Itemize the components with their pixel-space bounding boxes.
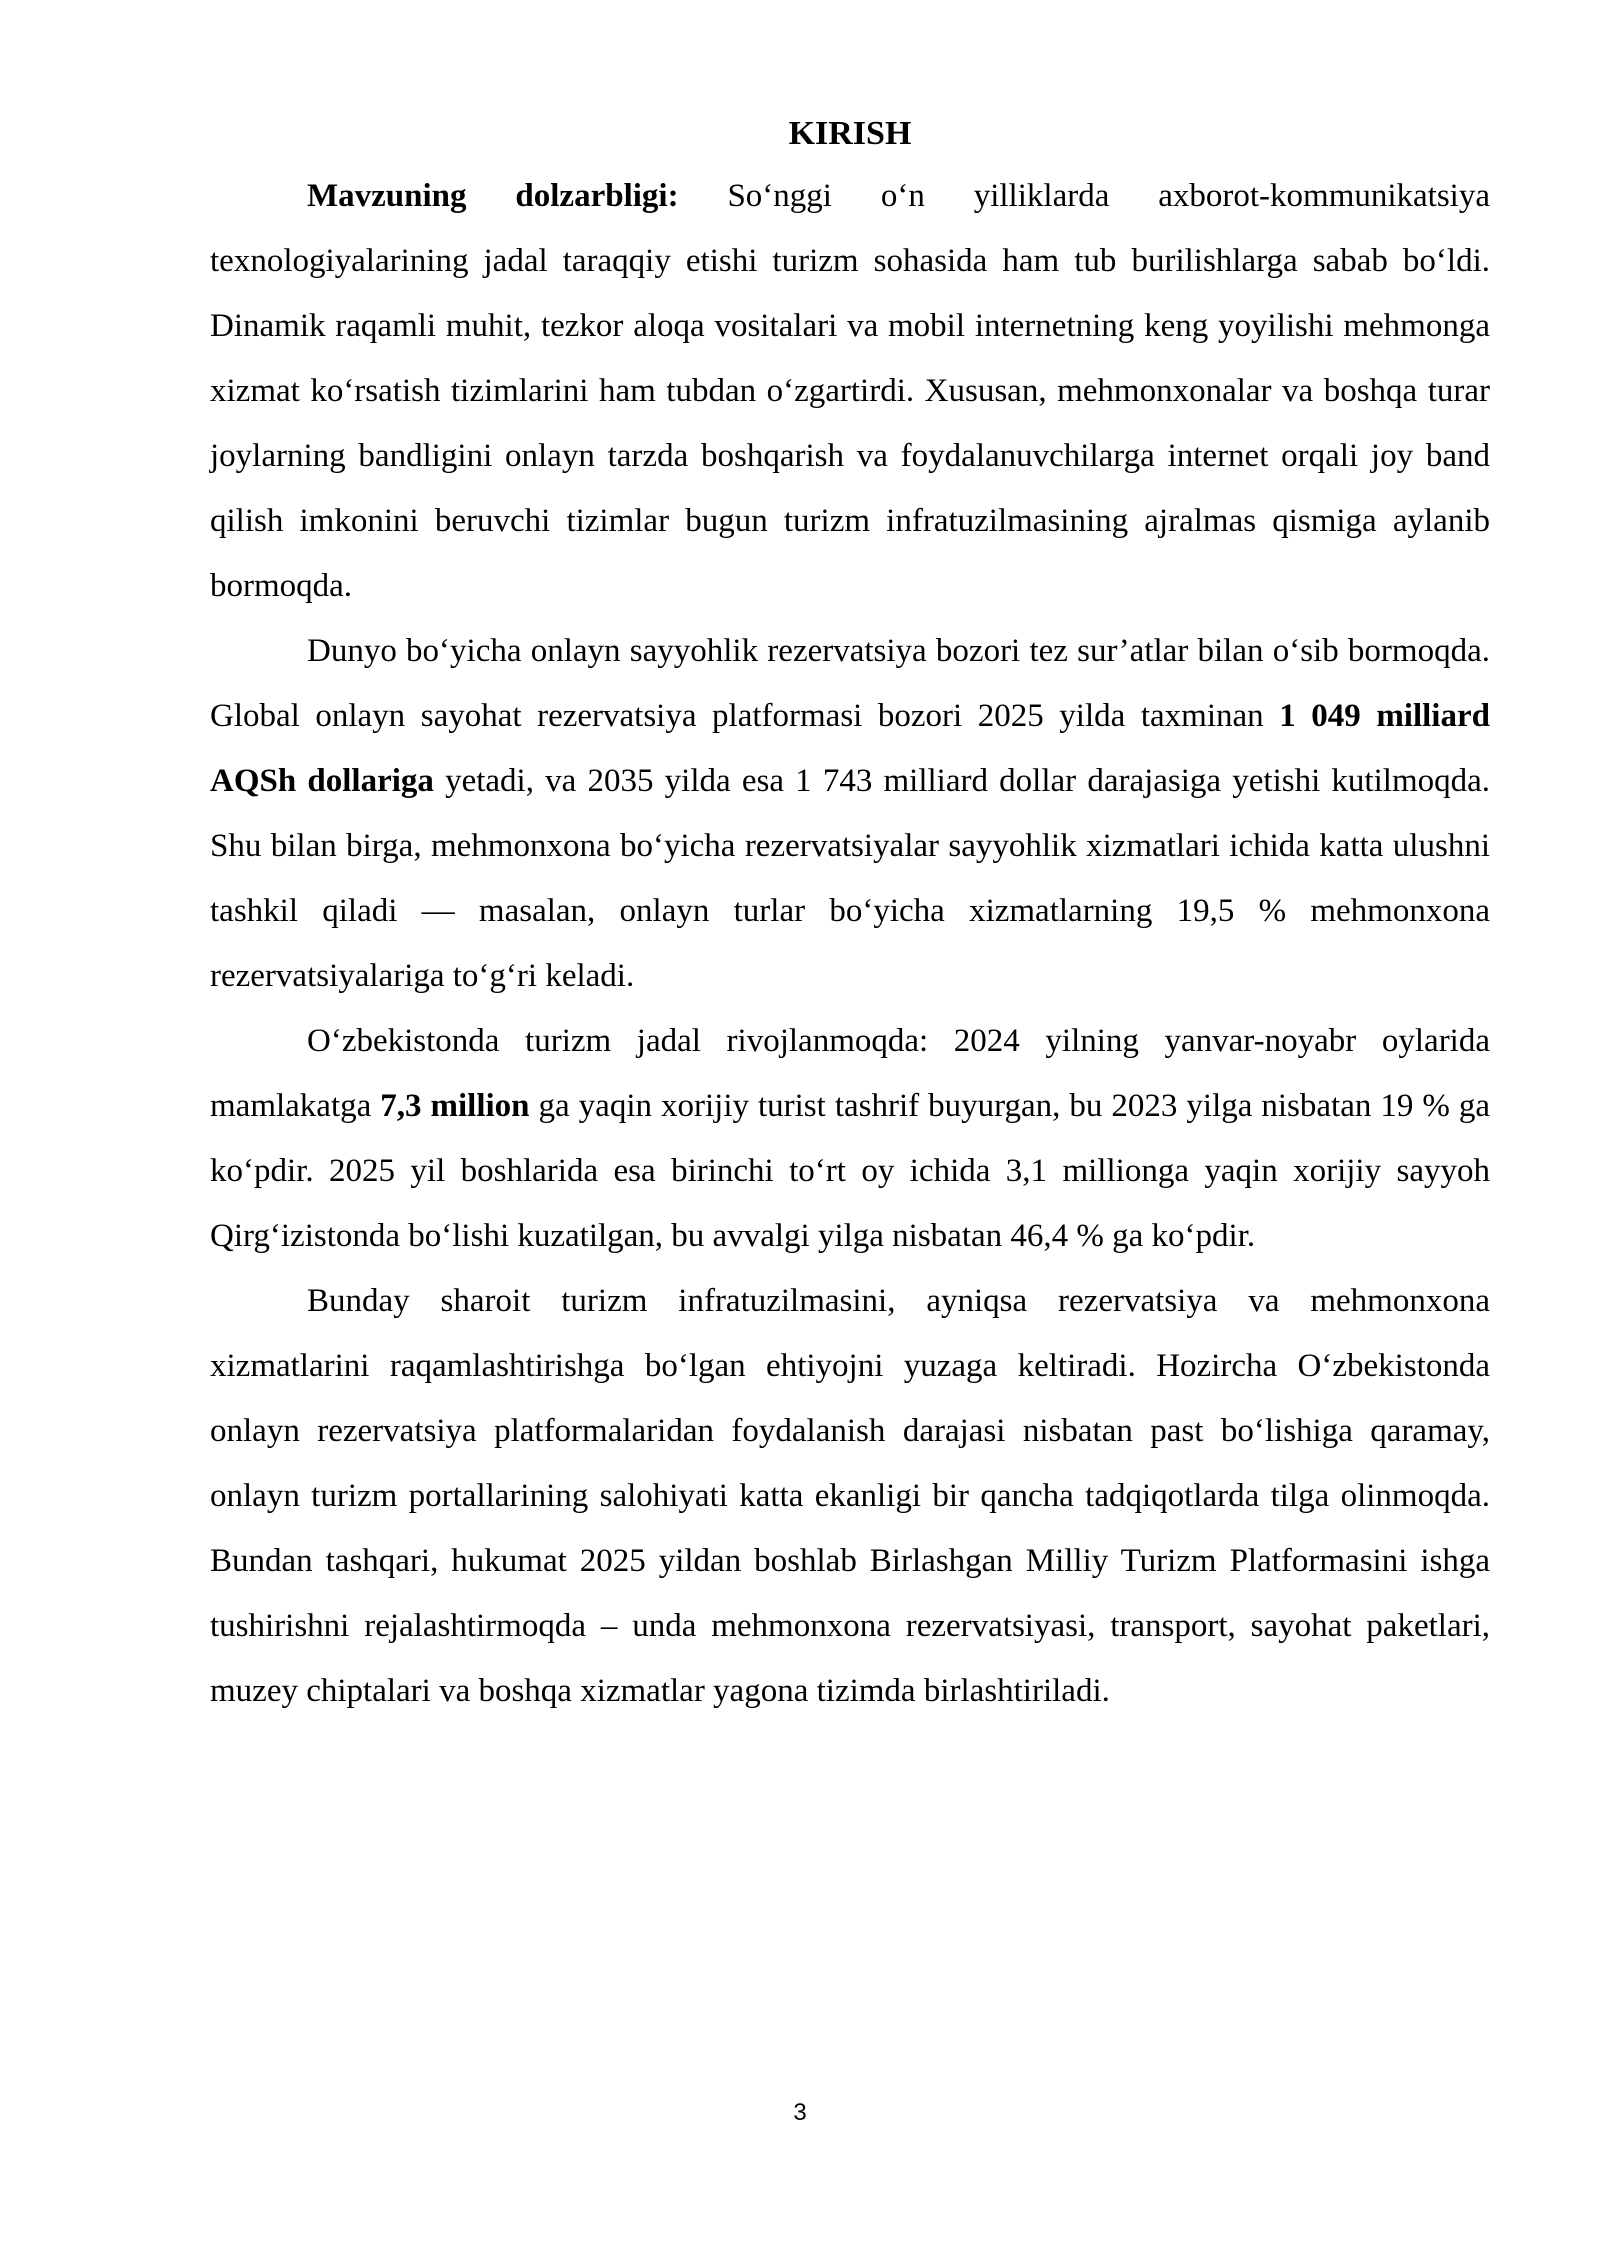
- paragraph-text: O‘zbekistonda turizm jadal rivojlanmoqda: 2024 yilning yanvar-noyabr oylarida mamlakatga: [210, 1023, 1490, 1124]
- section-heading: KIRISH: [788, 115, 912, 152]
- paragraph-text: Dunyo bo‘yicha onlayn sayyohlik rezervatsiya bozori tez sur’atlar bilan o‘sib bormoqda. Global onlayn sayohat rezervatsiya platformasi bozori 2025 yilda taxminan: [210, 633, 1490, 734]
- paragraph-global-market: [210, 619, 1490, 1009]
- page-body: [210, 112, 1490, 1724]
- paragraph-text: yetadi, va 2035 yilda esa 1 743 milliard dollar darajasiga yetishi kutilmoqda. Shu bilan birga, mehmonxona bo‘yicha rezervatsiyalar sayyohlik xizmatlari ichida katta ulushni tashkil qiladi — masalan, onlayn turlar bo‘yicha xizmatlarning 19,5 % mehmonxona rezervatsiyalariga to‘g‘ri keladi.: [210, 763, 1491, 994]
- paragraph-bold-figure: 1 049 milliard AQSh dollariga: [210, 698, 1490, 799]
- paragraph-relevance: [210, 164, 1490, 619]
- paragraph-lead-bold: Mavzuning dolzarbligi:: [307, 178, 679, 214]
- page-number: 3: [793, 2099, 807, 2126]
- paragraph-bold-figure: 7,3 million: [380, 1088, 530, 1124]
- paragraph-text: Bunday sharoit turizm infratuzilmasini, ayniqsa rezervatsiya va mehmonxona xizmatlarini raqamlashtirishga bo‘lgan ehtiyojni yuzaga keltiradi. Hozircha O‘zbekistonda onlayn rezervatsiya platformalaridan foydalanish darajasi nisbatan past bo‘lishiga qaramay, onlayn turizm portallarining salohiyati katta ekanligi bir qancha tadqiqotlarda tilga olinmoqda. Bundan tashqari, hukumat 2025 yildan boshlab Birlashgan Milliy Turizm Platformasini ishga tushirishni rejalashtirmoqda – unda mehmonxona rezervatsiyasi, transport, sayohat paketlari, muzey chiptalari va boshqa xizmatlar yagona tizimda birlashtiriladi.: [210, 1283, 1490, 1709]
- paragraph-digitalization: [210, 1269, 1490, 1724]
- paragraph-text: ga yaqin xorijiy turist tashrif buyurgan, bu 2023 yilga nisbatan 19 % ga ko‘pdir. 2025 yil boshlarida esa birinchi to‘rt oy ichida 3,1 millionga yaqin xorijiy sayyoh Qirg‘izistonda bo‘lishi kuzatilgan, bu avvalgi yilga nisbatan 46,4 % ga ko‘pdir.: [210, 1088, 1490, 1254]
- paragraph-uzbekistan-tourism: [210, 1009, 1490, 1269]
- paragraph-text: So‘nggi o‘n yilliklarda axborot-kommunikatsiya texnologiyalarining jadal taraqqiy etishi turizm sohasida ham tub burilishlarga sabab bo‘ldi. Dinamik raqamli muhit, tezkor aloqa vositalari va mobil internetning keng yoyilishi mehmonga xizmat ko‘rsatish tizimlarini ham tubdan o‘zgartirdi. Xususan, mehmonxonalar va boshqa turar joylarning bandligini onlayn tarzda boshqarish va foydalanuvchilarga internet orqali joy band qilish imkonini beruvchi tizimlar bugun turizm infratuzilmasining ajralmas qismiga aylanib bormoqda.: [210, 178, 1491, 604]
